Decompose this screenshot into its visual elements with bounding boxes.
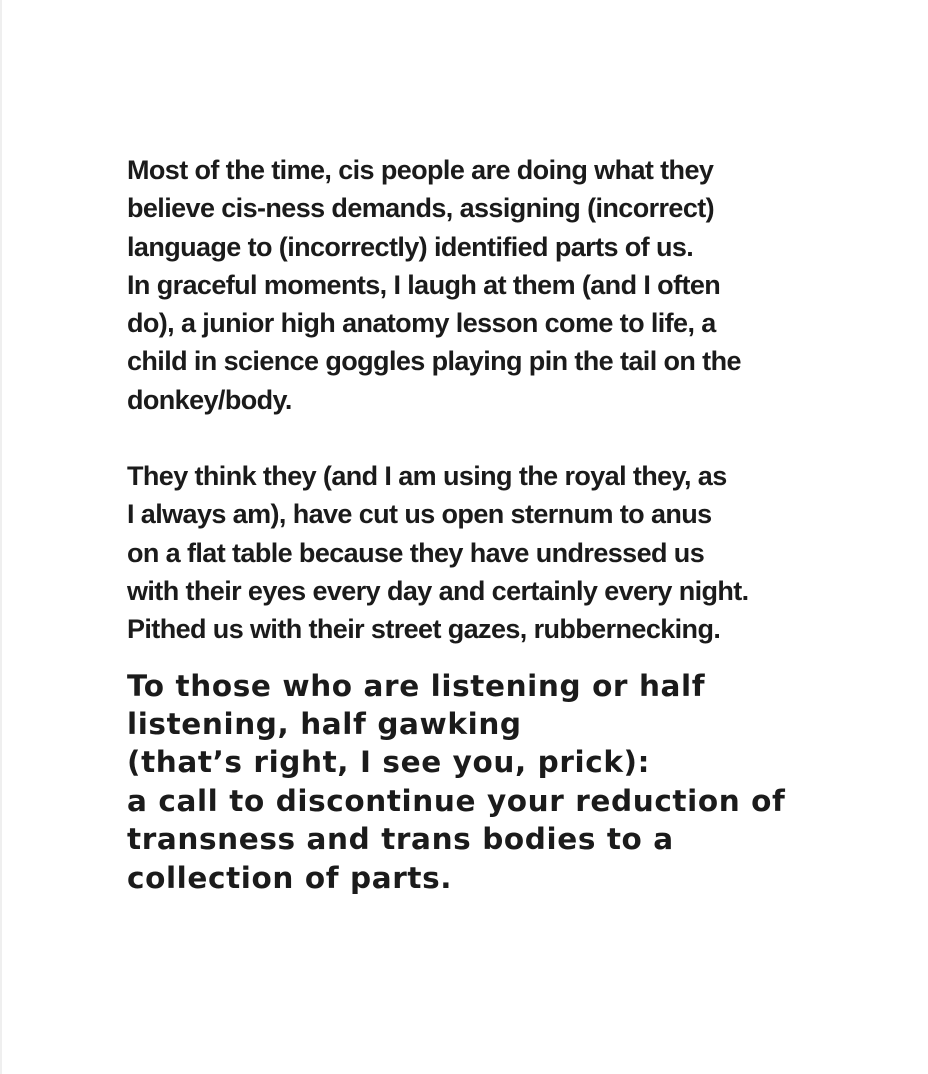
text-line: do), a junior high anatomy lesson come to life, a	[127, 308, 716, 339]
page-left-edge	[0, 0, 2, 1074]
text-line: Pithed us with their street gazes, rubbernecking.	[127, 614, 721, 645]
text-line: believe cis-ness demands, assigning (incorrect)	[127, 193, 715, 224]
callout-line: (that’s right, I see you, prick):	[127, 745, 651, 780]
text-line: with their eyes every day and certainly every night.	[127, 575, 749, 606]
callout-paragraph	[127, 667, 847, 897]
callout-line: transness and trans bodies to a	[127, 822, 674, 857]
callout-line: collection of parts.	[127, 860, 453, 895]
text-line: on a flat table because they have undressed us	[127, 537, 705, 568]
callout-line: listening, half gawking	[127, 706, 522, 741]
document-page	[127, 151, 847, 897]
paragraph-cis-people	[127, 151, 847, 419]
text-line: I always am), have cut us open sternum to anus	[127, 499, 712, 530]
callout-line: To those who are listening or half	[127, 668, 706, 703]
text-line: child in science goggles playing pin the tail on the	[127, 346, 741, 377]
text-line: donkey/body.	[127, 384, 292, 415]
paragraph-royal-they	[127, 457, 847, 648]
text-line: Most of the time, cis people are doing what they	[127, 155, 714, 185]
text-line: In graceful moments, I laugh at them (and I often	[127, 269, 721, 300]
text-line: They think they (and I am using the royal they, as	[127, 461, 727, 492]
text-line: language to (incorrectly) identified parts of us.	[127, 231, 694, 262]
callout-line: a call to discontinue your reduction of	[127, 783, 786, 818]
